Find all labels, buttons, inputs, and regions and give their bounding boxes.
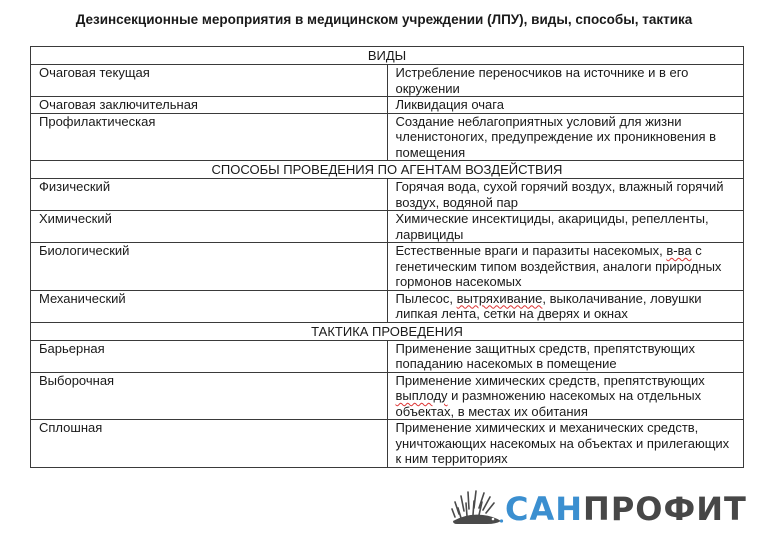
table-row [31,211,744,243]
row-name: Сплошная [31,420,388,468]
table-row [31,243,744,291]
logo-text-part1: САН [505,490,584,528]
row-description: Пылесос, вытряхивание, выколачивание, ловушки липкая лента, сетки на дверях и окнах [387,290,744,322]
page-title: Дезинсекционные мероприятия в медицинском учреждении (ЛПУ), виды, способы, тактика [75,12,693,27]
section-header: ТАКТИКА ПРОВЕДЕНИЯ [31,322,744,340]
row-description: Химические инсектициды, акарициды, репелленты, ларвициды [387,211,744,243]
table-row [31,179,744,211]
section-header-row [31,161,744,179]
disinsection-table [30,46,744,468]
hedgehog-icon [449,487,505,529]
row-description: Создание неблагоприятных условий для жизни членистоногих, предупреждение их проникновения в помещения [387,113,744,161]
row-name: Очаговая заключительная [31,97,388,114]
row-description: Горячая вода, сухой горячий воздух, влажный горячий воздух, водяной пар [387,179,744,211]
table-row [31,372,744,420]
section-header-row [31,47,744,65]
row-name: Биологический [31,243,388,291]
logo-text [505,489,747,529]
table-row [31,113,744,161]
section-header: ВИДЫ [31,47,744,65]
row-name: Очаговая текущая [31,65,388,97]
row-description: Ликвидация очага [387,97,744,114]
sanprofit-logo [449,487,749,531]
section-header-row [31,322,744,340]
row-description: Естественные враги и паразиты насекомых, в-ва с генетическим типом воздействия, аналоги природных гормонов насекомых [387,243,744,291]
row-name: Механический [31,290,388,322]
row-description: Применение химических и механических средств, уничтожающих насекомых на объектах и прилегающих к ним территориях [387,420,744,468]
table-row [31,420,744,468]
table-row [31,97,744,114]
row-description: Истребление переносчиков на источнике и в его окружении [387,65,744,97]
section-header: СПОСОБЫ ПРОВЕДЕНИЯ ПО АГЕНТАМ ВОЗДЕЙСТВИЯ [31,161,744,179]
row-name: Барьерная [31,340,388,372]
logo-text-part2: ПРОФИТ [583,490,747,528]
row-name: Профилактическая [31,113,388,161]
table-row [31,290,744,322]
row-description: Применение защитных средств, препятствующих попаданию насекомых в помещение [387,340,744,372]
row-description: Применение химических средств, препятствующих выплоду и размножению насекомых на отдельных объектах, в местах их обитания [387,372,744,420]
row-name: Химический [31,211,388,243]
row-name: Физический [31,179,388,211]
table-row [31,65,744,97]
row-name: Выборочная [31,372,388,420]
table-row [31,340,744,372]
